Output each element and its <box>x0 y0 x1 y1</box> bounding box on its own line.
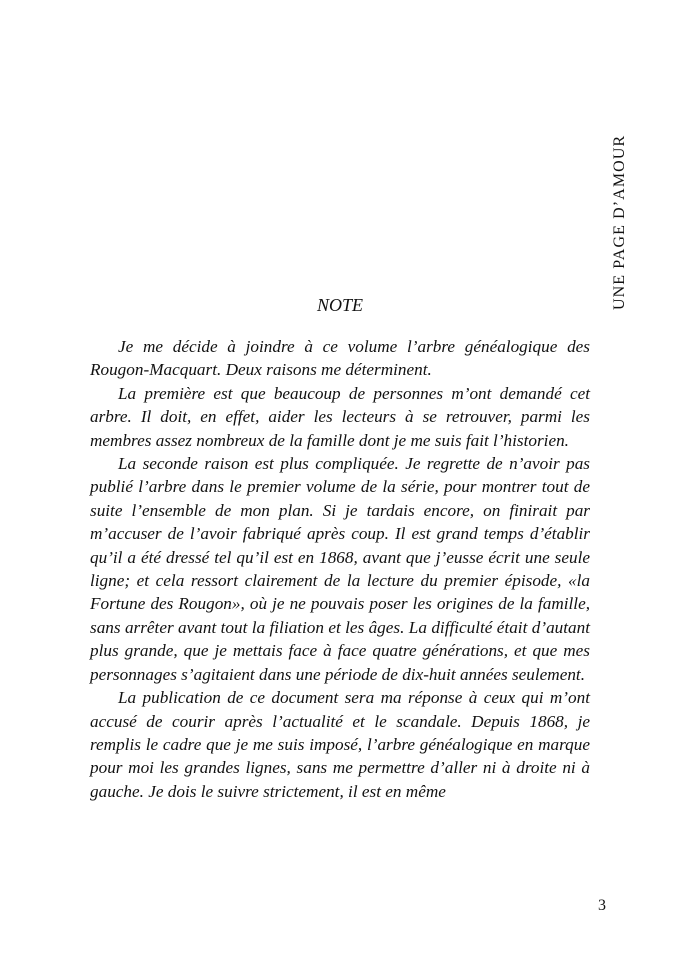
paragraph: La publication de ce document sera ma réponse à ceux qui m’ont accusé de courir après l’actualité et le scandale. Depuis 1868, je remplis le cadre que je me suis imposé, l’arbre généalogique en marque pour moi les grandes lignes, sans me permettre d’aller ni à droite ni à gauche. Je dois le suivre strictement, il est en même <box>90 688 590 801</box>
paragraph: La seconde raison est plus compliquée. Je regrette de n’avoir pas publié l’arbre dans le premier volume de la série, pour montrer tout de suite l’ensemble de mon plan. Si je tardais encore, on finirait par m’accuser de l’avoir fabriqué après coup. Il est grand temps d’établir qu’il a été dressé tel qu’il est en 1868, avant que j’eusse écrit une seule ligne; et cela ressort clairement de la lecture du premier épisode, «la Fortune des Rougon», où je ne pouvais poser les origines de la famille, sans arrêter avant tout la filiation et les âges. La difficulté était d’autant plus grande, que je mettais face à face quatre générations, et que mes personnages s’agitaient dans une période de dix-huit années seulement. <box>90 454 590 684</box>
note-title: NOTE <box>316 295 363 315</box>
page-number: 3 <box>598 897 606 914</box>
paragraph: La première est que beaucoup de personnes m’ont demandé cet arbre. Il doit, en effet, aider les lecteurs à se retrouver, parmi les membres assez nombreux de la famille dont je me suis fait l’historien. <box>90 383 590 450</box>
paragraph: Je me décide à joindre à ce volume l’arbre généalogique des Rougon-Macquart. Deux raisons me déterminent. <box>90 337 590 380</box>
running-title: UNE PAGE D’AMOUR <box>611 134 628 310</box>
note-body <box>90 335 590 803</box>
